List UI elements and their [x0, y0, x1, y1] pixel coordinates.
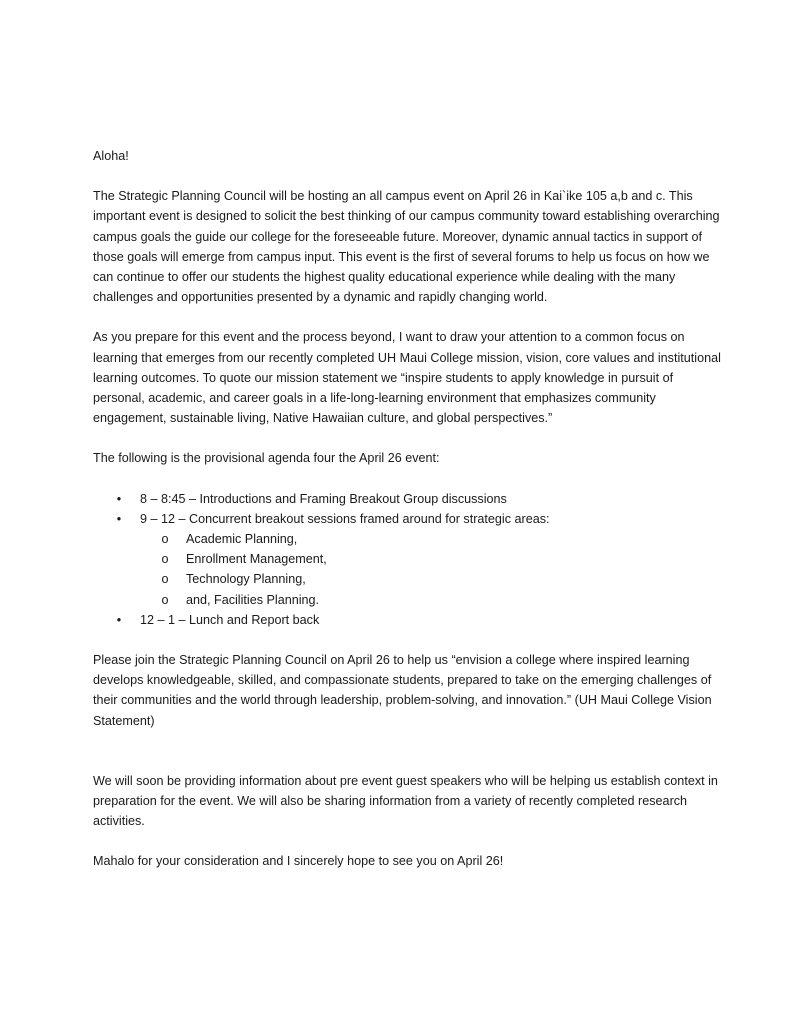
- letter-body: [93, 146, 723, 892]
- strategic-area-item: [140, 529, 723, 549]
- paragraph-event-announcement: The Strategic Planning Council will be hosting an all campus event on April 26 in Kai`ike 105 a,b and c. This important event is designed to solicit the best thinking of our campus community toward establishing overarching campus goals the guide our college for the foreseeable future. Moreover, dynamic annual tactics in support of those goals will emerge from campus input. This event is the first of several forums to help us focus on how we can continue to offer our students the highest quality educational experience while dealing with the many challenges and opportunities presented by a dynamic and rapidly changing world.: [93, 189, 720, 305]
- bullet-icon: •: [116, 491, 122, 506]
- greeting: Aloha!: [93, 149, 129, 163]
- paragraph-guest-speakers: We will soon be providing information about pre event guest speakers who will be helping us establish context in preparation for the event. We will also be sharing information from a variety of recently completed research activities.: [93, 773, 718, 829]
- agenda-item-text: 8 – 8:45 – Introductions and Framing Breakout Group discussions: [140, 491, 507, 506]
- strategic-area-item: [140, 569, 723, 589]
- agenda-item: [93, 610, 723, 630]
- agenda-item: [93, 489, 723, 509]
- agenda-item-text: 12 – 1 – Lunch and Report back: [140, 612, 320, 627]
- agenda-intro: The following is the provisional agenda four the April 26 event:: [93, 451, 440, 466]
- strategic-area-text: Enrollment Management,: [186, 552, 327, 567]
- paragraph-mission-statement: As you prepare for this event and the process beyond, I want to draw your attention to a common focus on learning that emerges from our recently completed UH Maui College mission, vision, core values and institutional learning outcomes. To quote our mission statement we “inspire students to apply knowledge in pursuit of personal, academic, and career goals in a life-long-learning environment that emphasizes community engagement, sustainable living, Native Hawaiian culture, and global perspectives.”: [93, 330, 721, 426]
- bullet-icon: •: [116, 612, 122, 627]
- circle-bullet-icon: o: [161, 532, 169, 547]
- bullet-icon: •: [116, 511, 122, 526]
- strategic-area-text: Technology Planning,: [186, 572, 306, 587]
- strategic-area-text: and, Facilities Planning.: [186, 592, 320, 607]
- circle-bullet-icon: o: [161, 592, 169, 607]
- strategic-area-text: Academic Planning,: [186, 532, 298, 547]
- strategic-area-item: [140, 590, 723, 610]
- paragraph-vision-statement: Please join the Strategic Planning Council on April 26 to help us “envision a college where inspired learning develops knowledgeable, skilled, and compassionate students, prepared to take on the emerging challenges of their communities and the world through leadership, problem-solving, and innovation.” (UH Maui College Vision Statement): [93, 653, 712, 728]
- agenda-item-text: 9 – 12 – Concurrent breakout sessions framed around for strategic areas:: [140, 511, 550, 526]
- strategic-areas-list: [140, 529, 723, 610]
- closing-line: Mahalo for your consideration and I sincerely hope to see you on April 26!: [93, 854, 504, 869]
- strategic-area-item: [140, 549, 723, 569]
- circle-bullet-icon: o: [161, 572, 169, 587]
- circle-bullet-icon: o: [161, 552, 169, 567]
- agenda-list: [93, 489, 723, 630]
- agenda-item: [93, 509, 723, 610]
